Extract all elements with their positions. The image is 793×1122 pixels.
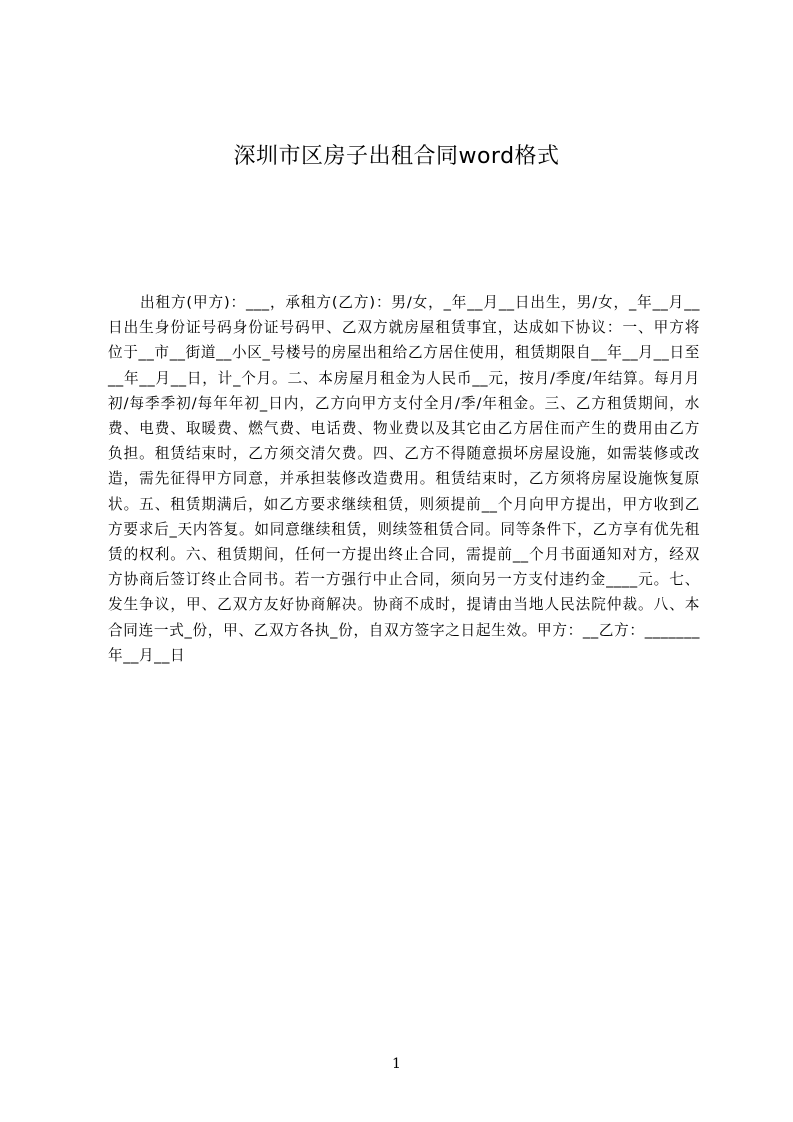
document-title: 深圳市区房子出租合同word格式 (233, 144, 560, 169)
page-number: 1 (392, 1056, 401, 1072)
contract-body-text: 出租方(甲方)：___，承租方(乙方)：男/女，_年__月__日出生，男/女，_年__月__日出生身份证号码身份证号码甲、乙双方就房屋租赁事宜，达成如下协议：一、甲方将位于__市__街道__小区_号楼号的房屋出租给乙方居住使用，租赁期限自__年__月__日至__年__月__日，计_个月。二、本房屋月租金为人民币__元，按月/季度/年结算。每月月初/每季季初/每年年初_日内，乙方向甲方支付全月/季/年租金。三、乙方租赁期间，水费、电费、取暖费、燃气费、电话费、物业费以及其它由乙方居住而产生的费用由乙方负担。租赁结束时，乙方须交清欠费。四、乙方不得随意损坏房屋设施，如需装修或改造，需先征得甲方同意，并承担装修改造费用。租赁结束时，乙方须将房屋设施恢复原状。五、租赁期满后，如乙方要求继续租赁，则须提前__个月向甲方提出，甲方收到乙方要求后_天内答复。如同意继续租赁，则续签租赁合同。同等条件下，乙方享有优先租赁的权利。六、租赁期间，任何一方提出终止合同，需提前__个月书面通知对方，经双方协商后签订终止合同书。若一方强行中止合同，须向另一方支付违约金____元。七、发生争议，甲、乙双方友好协商解决。协商不成时，提请由当地人民法院仲裁。八、本合同连一式_份，甲、乙双方各执_份，自双方签字之日起生效。甲方：__乙方：_______年__月__日 (108, 294, 700, 664)
